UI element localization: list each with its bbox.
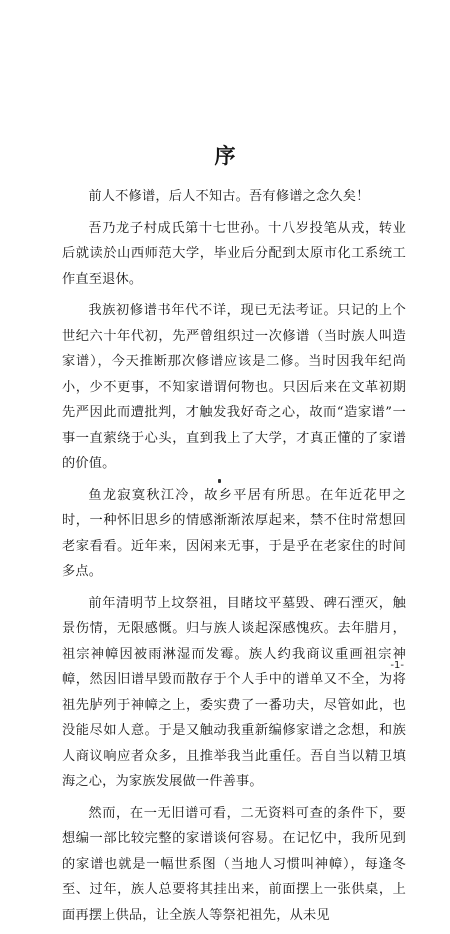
- paragraph-3: 我族初修谱书年代不详，现已无法考证。只记的上个世纪六十年代初，先严曾组织过一次修谱（当时族人叫造家谱），今天推断那次修谱应该是二修。当时因我年纪尚小，少不更事，不知家谱谓何物也。只因后来在文革初期先严因此而遭批判，才触发我好奇之心，故而“造家谱”一事一直萦绕于心头，直到我上了大学，才真正懂的了家谱的价值。: [62, 303, 406, 471]
- page-title: 序: [214, 144, 236, 168]
- paragraph-2: 吾乃龙子村成氏第十七世孙。十八岁投笔从戎，转业后就读於山西师范大学，毕业后分配到太原市化工系统工作直至退休。: [62, 220, 406, 287]
- page-number: -1-: [390, 660, 404, 671]
- scan-speck: [218, 479, 221, 483]
- preface-body: [62, 184, 406, 934]
- paragraph-4: 鱼龙寂寞秋江冷，故乡平居有所思。在年近花甲之时，一种怀旧思乡的情感渐渐浓厚起来，禁不住时常想回老家看看。近年来，因闲来无事，于是乎在老家住的时间多点。: [62, 487, 406, 579]
- paragraph-6: 然而，在一无旧谱可看，二无资料可查的条件下，要想编一部比较完整的家谱谈何容易。在记忆中，我所见到的家谱也就是一幅世系图（当地人习惯叫神幛），每逢冬至、过年，族人总要将其挂出来，前面摆上一张供桌，上面再摆上供品，让全族人等祭祀祖先，从未见: [62, 805, 406, 923]
- paragraph-5: 前年清明节上坟祭祖，目睹坟平墓毁、碑石湮灭，触景伤情，无限感慨。归与族人谈起深感愧疚。去年腊月，祖宗神幛因被雨淋湿而发霉。族人约我商议重画祖宗神幛，然因旧谱早毁而散存于个人手中的谱单又不全，为将祖先胪列于神幛之上，委实费了一番功夫，尽管如此，也没能尽如人意。于是又触动我重新编修家谱之念想，和族人商议响应者众多，且推举我当此重任。吾自当以精卫填海之心，为家族发展做一件善事。: [62, 595, 406, 789]
- paragraph-1: 前人不修谱，后人不知古。吾有修谱之念久矣！: [88, 189, 370, 204]
